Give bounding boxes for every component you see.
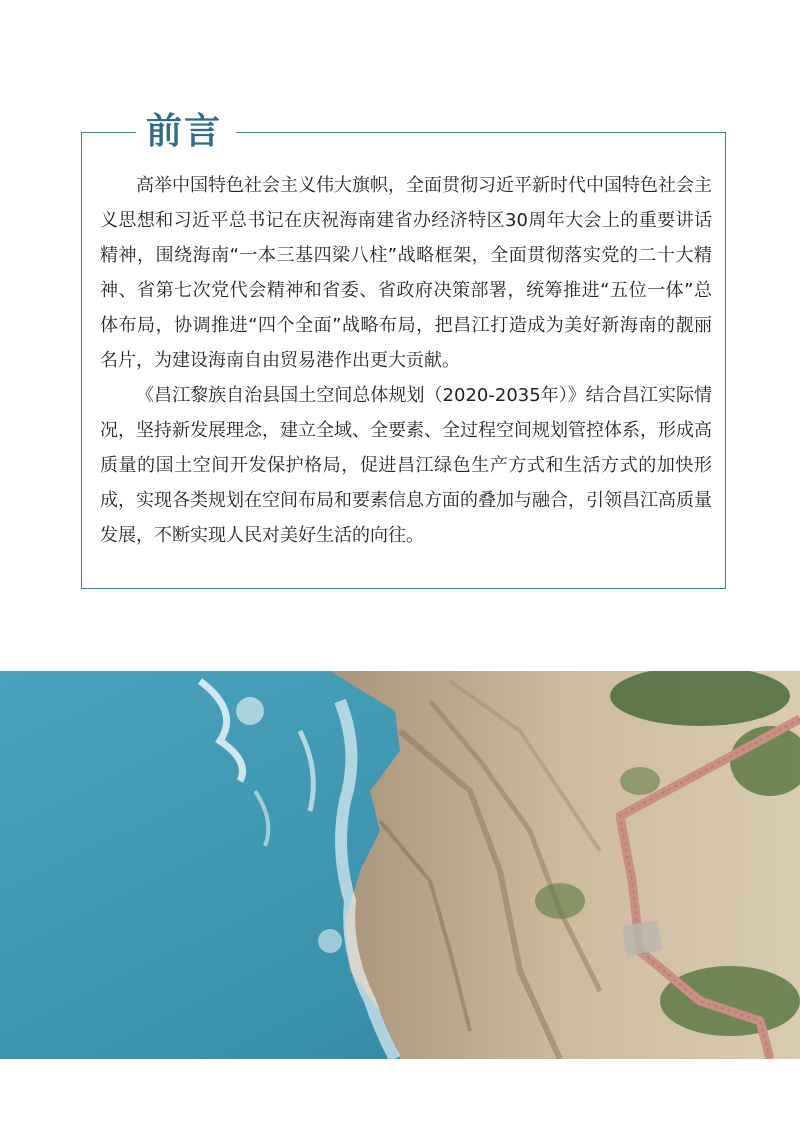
frame-top-rule-right xyxy=(236,132,726,133)
preface-paragraph-2: 《昌江黎族自治县国土空间总体规划（2020-2035年）》结合昌江实际情况，坚持新发展理念，建立全域、全要素、全过程空间规划管控体系，形成高质量的国土空间开发保护格局，促进昌江绿色生产方式和生活方式的加快形成，实现各类规划在空间布局和要素信息方面的叠加与融合，引领昌江高质量发展，不断实现人民对美好生活的向往。 xyxy=(100,385,713,546)
preface-body xyxy=(100,168,712,553)
coastline-illustration xyxy=(0,671,800,1059)
preface-title: 前言 xyxy=(142,108,226,156)
frame-top-rule-left xyxy=(81,132,136,133)
coastline-aerial-photo xyxy=(0,671,800,1059)
preface-paragraph-1: 高举中国特色社会主义伟大旗帜，全面贯彻习近平新时代中国特色社会主义思想和习近平总书记在庆祝海南建省办经济特区30周年大会上的重要讲话精神，围绕海南“一本三基四梁八柱”战略框架，全面贯彻落实党的二十大精神、省第七次党代会精神和省委、省政府决策部署，统筹推进“五位一体”总体布局，协调推进“四个全面”战略布局，把昌江打造成为美好新海南的靓丽名片，为建设海南自由贸易港作出更大贡献。 xyxy=(100,175,712,371)
